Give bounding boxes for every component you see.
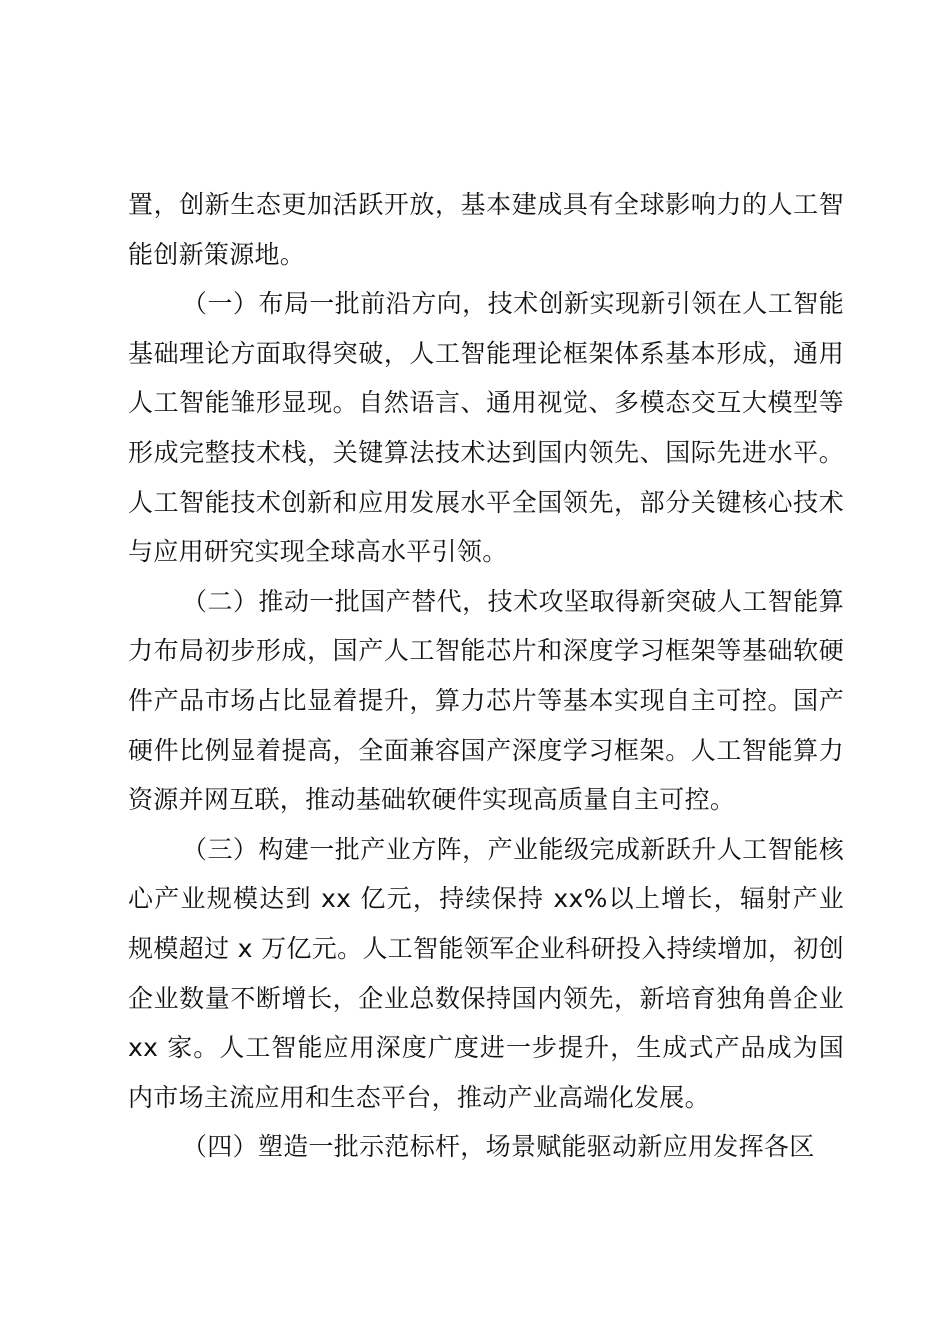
paragraph-section-1: （一）布局一批前沿方向，技术创新实现新引领在人工智能基础理论方面取得突破，人工智能理论框架体系基本形成，通用人工智能雏形显现。自然语言、通用视觉、多模态交互大模型等形成完整技术栈，关键算法技术达到国内领先、国际先进水平。人工智能技术创新和应用发展水平全国领先，部分关键核心技术与应用研究实现全球高水平引领。 (128, 289, 844, 567)
paragraph-section-2: （二）推动一批国产替代，技术攻坚取得新突破人工智能算力布局初步形成，国产人工智能芯片和深度学习框架等基础软硬件产品市场占比显着提升，算力芯片等基本实现自主可控。国产硬件比例显着提高，全面兼容国产深度学习框架。人工智能算力资源并网互联，推动基础软硬件实现高质量自主可控。 (128, 586, 844, 815)
paragraph-continuation: 置，创新生态更加活跃开放，基本建成具有全球影响力的人工智能创新策源地。 (128, 190, 844, 269)
paragraph-section-4: （四）塑造一批示范标杆，场景赋能驱动新应用发挥各区 (182, 1132, 815, 1162)
document-body (128, 180, 844, 1172)
paragraph-section-3: （三）构建一批产业方阵，产业能级完成新跃升人工智能核心产业规模达到 xx 亿元，持续保持 xx%以上增长，辐射产业规模超过 x 万亿元。人工智能领军企业科研投入持续增加，初创企业数量不断增长，企业总数保持国内领先，新培育独角兽企业 xx 家。人工智能应用深度广度进一步提升，生成式产品成为国内市场主流应用和生态平台，推动产业高端化发展。 (128, 834, 844, 1112)
